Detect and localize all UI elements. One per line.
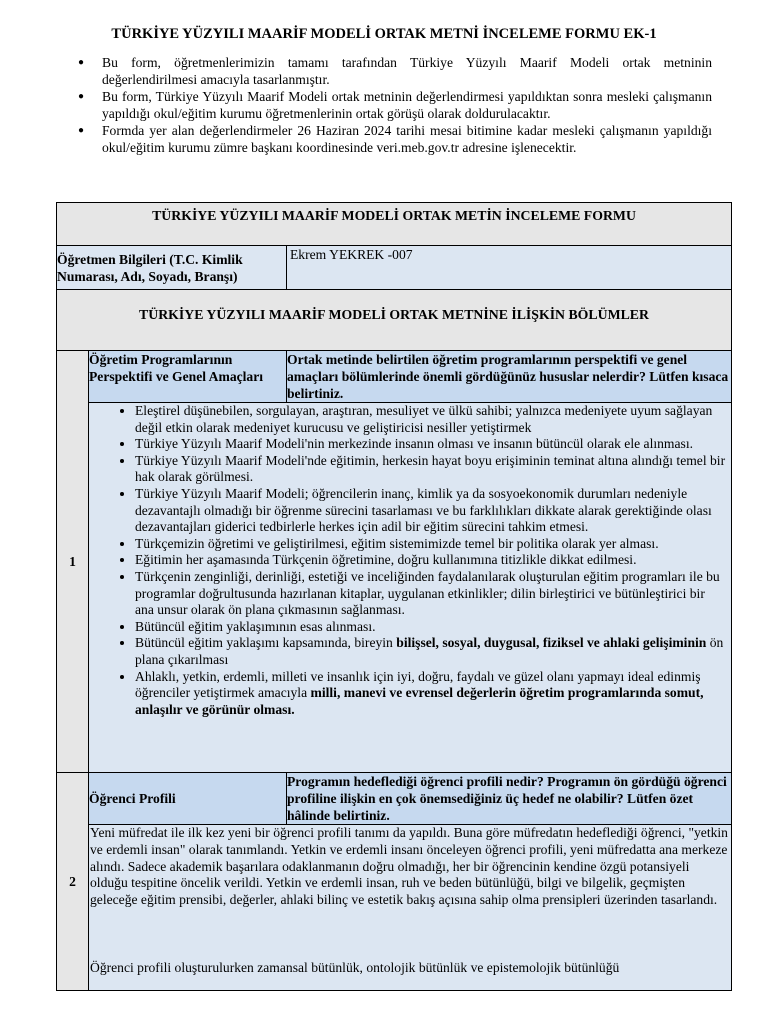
section-label: Öğrenci Profili — [89, 773, 287, 825]
answer-item: • Türkiye Yüzyılı Maarif Modeli'nin merkezinde insanın olması ve insanın bütüncül olarak ele alınması. — [135, 436, 727, 453]
answer-item: • Eleştirel düşünebilen, sorgulayan, araştıran, mesuliyet ve ülkü sahibi; yalnızca medeniyete uyum sağlayan değil etkin olarak medeniyet kurucusu ve geliştiricisi nesiller yetiştirmek — [135, 403, 727, 436]
intro-item: ● Bu form, Türkiye Yüzyılı Maarif Modeli ortak metninin değerlendirmesi yapıldıktan sonra mesleki çalışmanın yapıldığı okul/eğitim kurumu öğretmenlerinin ortak görüşü olarak doldurulacaktır. — [78, 88, 712, 122]
sections-header-text: TÜRKİYE YÜZYILI MAARİF MODELİ ORTAK METNİNE İLİŞKİN BÖLÜMLER — [139, 307, 649, 322]
form-header — [57, 203, 732, 246]
answer-item: • Türkiye Yüzyılı Maarif Modeli'nde eğitimin, herkesin hayat boyu erişiminin teminat altına alındığı temel bir hak olarak görülmesi. — [135, 453, 727, 486]
section-question: Ortak metinde belirtilen öğretim programlarının perspektifi ve genel amaçları bölümlerinde önemli gördüğünüz hususlar nelerdir? Lütfen kısaca belirtiniz. — [287, 351, 732, 403]
answer-item — [135, 669, 727, 719]
answer-item: • Eğitimin her aşamasında Türkçenin öğretimine, doğru kullanımına titizlikle dikkat edilmesi. — [135, 552, 727, 569]
document-title: TÜRKİYE YÜZYILI MAARİF MODELİ ORTAK METNİ İNCELEME FORMU EK-1 — [111, 26, 657, 42]
answer-item: • Türkçenin zenginliği, derinliği, estetiği ve inceliğinden faydalanılarak oluşturulan eğitim programları ile bu programlar doğrultusunda hazırlanan kitaplar, uygulanan etkinlikler; dilin birleştirici ve bütünleştirici bir ana unsur olarak ön plana çıkmasının sağlanması. — [135, 569, 727, 619]
section-answer[interactable] — [89, 825, 732, 991]
section-answer[interactable] — [89, 403, 732, 773]
answer-text: Bütüncül eğitim yaklaşımı kapsamında, bireyin — [135, 635, 397, 651]
intro-item: ● Bu form, öğretmenlerimizin tamamı tarafından Türkiye Yüzyılı Maarif Modeli ortak metninin değerlendirilmesi amacıyla tasarlanmıştır. — [78, 54, 712, 88]
answer-bold-text: milli, manevi ve evrensel değerlerin öğretim programlarında somut, anlaşılır ve görünür olması. — [135, 685, 704, 717]
answer-item: • Türkçemizin öğretimi ve geliştirilmesi, eğitim sistemimizde temel bir politika olarak yer alması. — [135, 536, 727, 553]
review-form-table — [56, 202, 732, 991]
answer-paragraph: Öğrenci profili oluşturulurken zamansal bütünlük, ontolojik bütünlük ve epistemolojik bütünlüğü — [90, 959, 620, 975]
intro-list — [78, 54, 712, 156]
section-number: 1 — [57, 351, 89, 773]
form-header-text: TÜRKİYE YÜZYILI MAARİF MODELİ ORTAK METİN İNCELEME FORMU — [152, 208, 636, 223]
intro-item: ● Formda yer alan değerlendirmeler 26 Haziran 2024 tarihi mesai bitimine kadar mesleki çalışmanın yapıldığı okul/eğitim kurumu zümre başkanı koordinesinde veri.meb.gov.tr adresine işlenecektir. — [78, 122, 712, 156]
teacher-info-value[interactable]: Ekrem YEKREK -007 — [287, 246, 732, 290]
answer-bold-text: bilişsel, sosyal, duygusal, fiziksel ve ahlaki gelişiminin — [396, 635, 707, 651]
sections-header — [57, 290, 732, 351]
answer-list — [89, 403, 731, 718]
answer-text: ön plana çıkarılması — [135, 635, 724, 667]
answer-paragraph: Yeni müfredat ile ilk kez yeni bir öğrenci profili tanımı da yapıldı. Buna göre müfredatın hedeflediği öğrenci, "yetkin ve erdemli insan" olarak tanımlandı. Yetkin ve erdemli insanı önceleyen öğrenci profili, yeni müfredatta ana merkeze alındı. Sadece akademik başarılara odaklanmanın doğru olmadığı, her bir öğrencinin kendine özgü potansiyeli olduğu tespitine öncelik verildi. Yetkin ve erdemli insan, ruh ve beden bütünlüğü, bilgi ve bilgelik, geçmişten geleceğe eğitim prensibi, değerler, ahlaki bilinç ve estetik bakış açısına sahip olma prensipleri üzerinden tasarlandı. — [90, 825, 728, 908]
answer-item — [135, 635, 727, 668]
section-label: Öğretim Programlarının Perspektifi ve Genel Amaçları — [89, 351, 287, 403]
section-number: 2 — [57, 773, 89, 991]
answer-item: • Bütüncül eğitim yaklaşımının esas alınması. — [135, 619, 727, 636]
answer-item: • Türkiye Yüzyılı Maarif Modeli; öğrencilerin inanç, kimlik ya da sosyoekonomik durumları nedeniyle dezavantajlı olmadığı bir öğrenme sürecini tasarlaması ve bu farklılıkları dikkate alarak gerektiğinde olası dezavantajları giderici tedbirlerle herkes için adil bir eğitim sürecini tahkim etmesi. — [135, 486, 727, 536]
section-question: Programın hedeflediği öğrenci profili nedir? Programın ön gördüğü öğrenci profiline ilişkin en çok önemsediğiniz üç hedef ne olabilir? Lütfen özet hâlinde belirtiniz. — [287, 773, 732, 825]
answer-text: Ahlaklı, yetkin, erdemli, milleti ve insanlık için iyi, doğru, faydalı ve güzel olanı yapmayı ideal edinmiş öğrenciler yetiştirmek amacıyla — [135, 668, 701, 701]
teacher-info-label: Öğretmen Bilgileri (T.C. Kimlik Numarası, Adı, Soyadı, Branşı) — [57, 246, 287, 290]
